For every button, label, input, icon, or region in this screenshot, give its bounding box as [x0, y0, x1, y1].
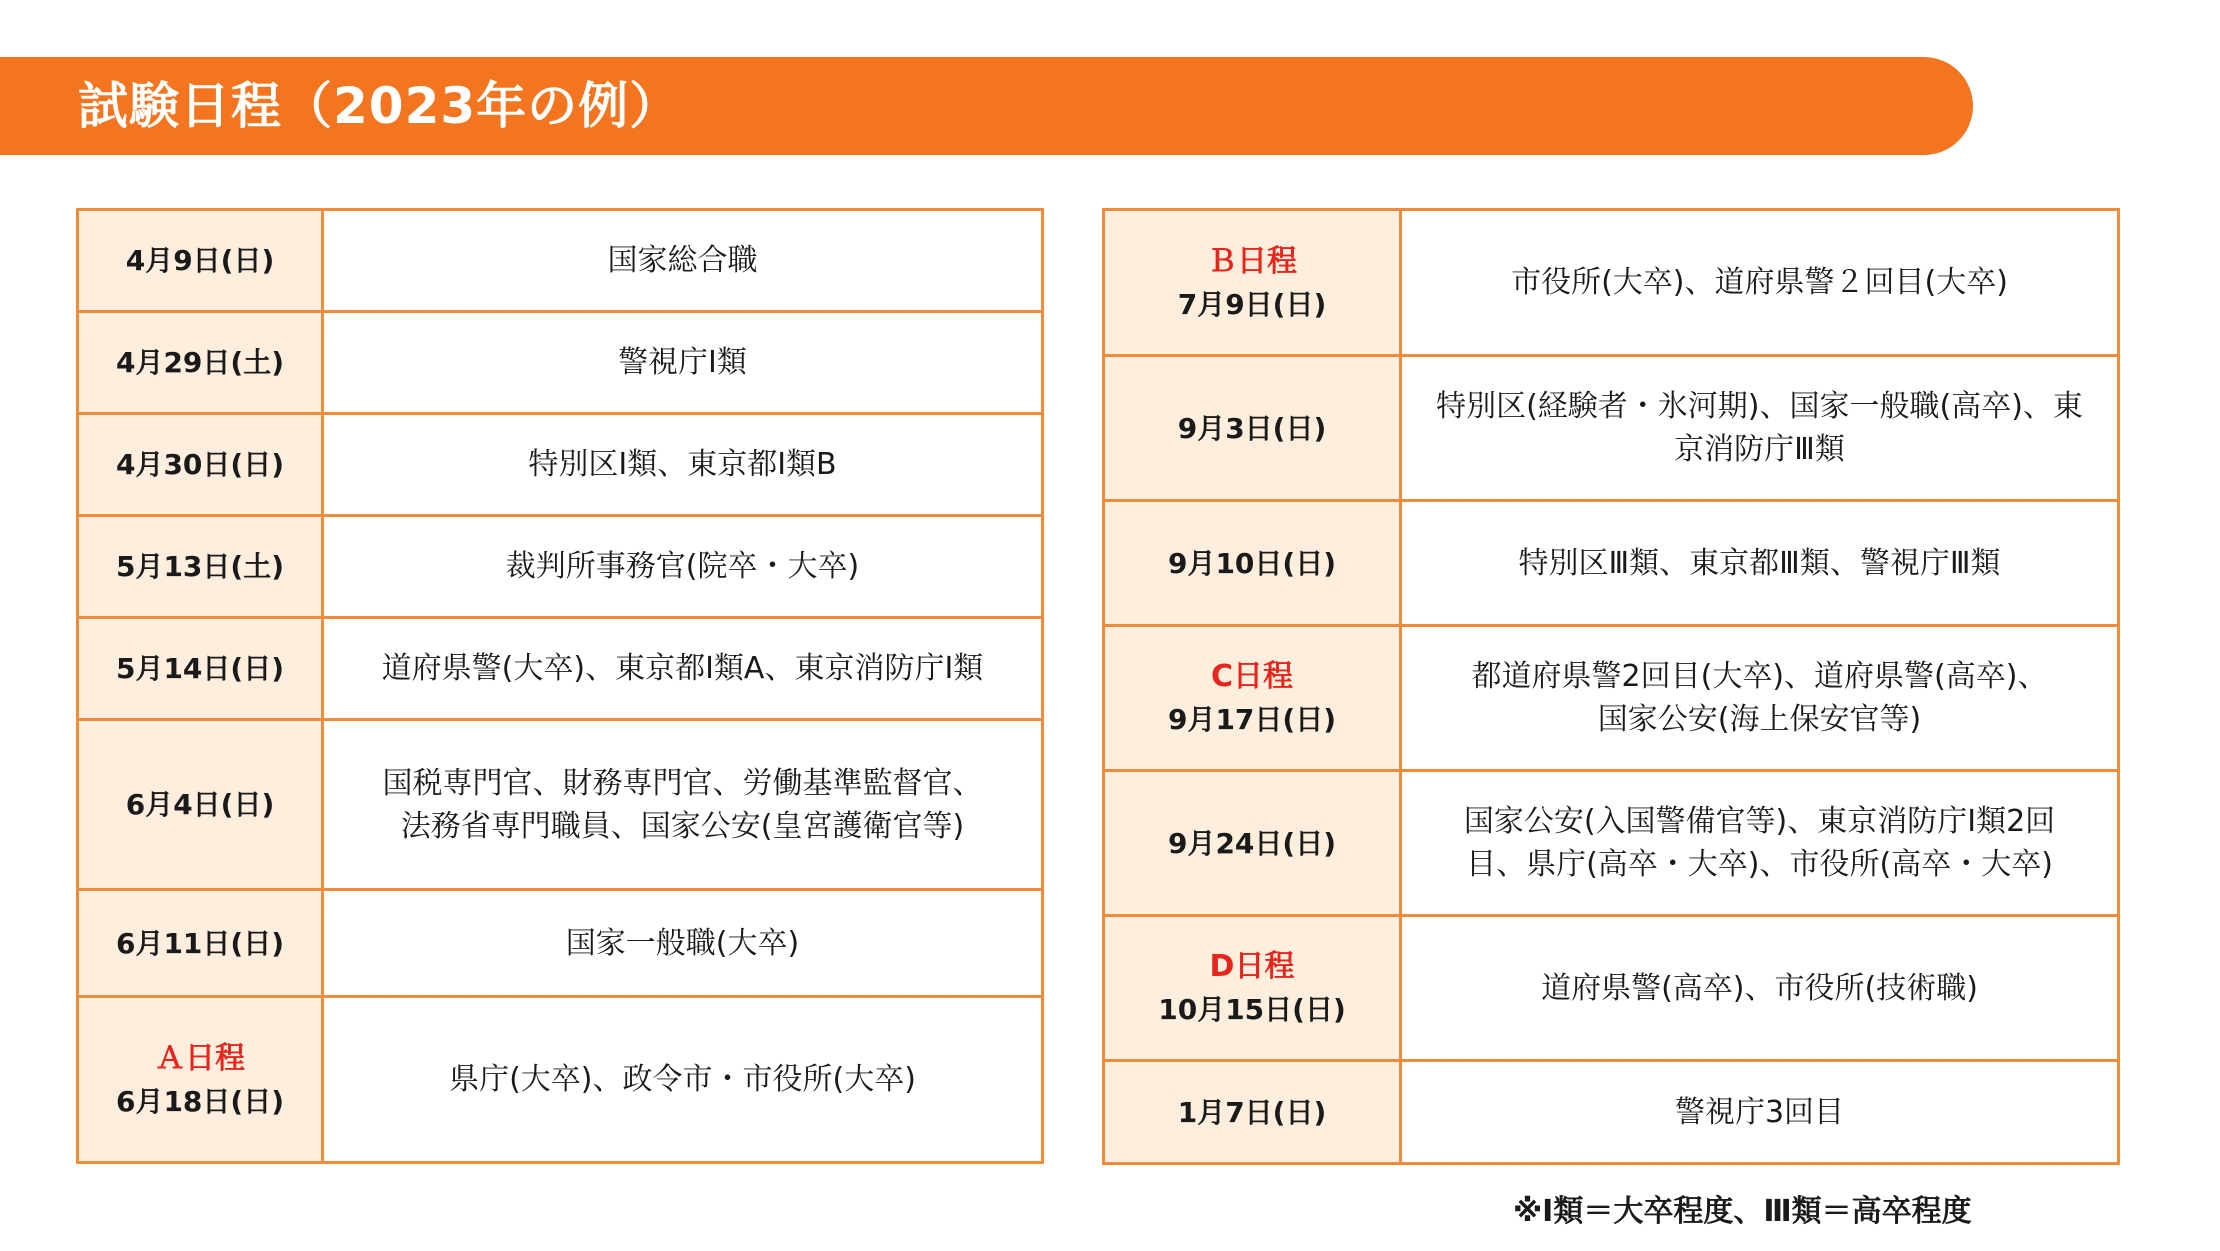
table-row	[78, 618, 1043, 720]
footnote: ※Ⅰ類＝大卒程度、Ⅲ類＝高卒程度	[1513, 1194, 1972, 1229]
date-cell: 9月24日(日)	[1104, 771, 1401, 916]
schedule-tag: Ａ日程	[155, 1040, 245, 1076]
title-banner	[0, 57, 1973, 155]
table-row	[1104, 771, 2119, 916]
schedule-table-right	[1102, 208, 2120, 1165]
table-row	[1104, 626, 2119, 771]
date-cell: 6月4日(日)	[78, 720, 323, 890]
table-row	[78, 720, 1043, 890]
exam-cell: 国家総合職	[323, 210, 1043, 312]
date-cell: 4月30日(日)	[78, 414, 323, 516]
exam-cell: 道府県警(高卒)、市役所(技術職)	[1401, 916, 2119, 1061]
exam-cell: 警視庁3回目	[1401, 1061, 2119, 1164]
exam-cell: 県庁(大卒)、政令市・市役所(大卒)	[323, 997, 1043, 1163]
exam-cell: 道府県警(大卒)、東京都Ⅰ類A、東京消防庁Ⅰ類	[323, 618, 1043, 720]
exam-cell: 特別区(経験者・氷河期)、国家一般職(高卒)、東 京消防庁Ⅲ類	[1401, 356, 2119, 501]
exam-cell: 特別区Ⅰ類、東京都Ⅰ類B	[323, 414, 1043, 516]
exam-cell: 市役所(大卒)、道府県警２回目(大卒)	[1401, 210, 2119, 356]
date-cell: 9月3日(日)	[1104, 356, 1401, 501]
table-row	[78, 890, 1043, 997]
exam-cell: 都道府県警2回目(大卒)、道府県警(高卒)、 国家公安(海上保安官等)	[1401, 626, 2119, 771]
date-cell: 1月7日(日)	[1104, 1061, 1401, 1164]
exam-cell: 国家一般職(大卒)	[323, 890, 1043, 997]
exam-cell: 警視庁Ⅰ類	[323, 312, 1043, 414]
date-cell: 5月13日(土)	[78, 516, 323, 618]
exam-cell: 国税専門官、財務専門官、労働基準監督官、 法務省専門職員、国家公安(皇宮護衛官等)	[323, 720, 1043, 890]
table-row	[78, 516, 1043, 618]
table-row	[1104, 210, 2119, 356]
table-row	[78, 312, 1043, 414]
table-row	[78, 414, 1043, 516]
schedule-table-left	[76, 208, 1044, 1164]
date-cell: D日程 10月15日(日)	[1104, 916, 1401, 1061]
exam-cell: 裁判所事務官(院卒・大卒)	[323, 516, 1043, 618]
schedule-tag: C日程	[1210, 659, 1294, 694]
date-cell: Ａ日程 6月18日(日)	[78, 997, 323, 1163]
date-cell: 5月14日(日)	[78, 618, 323, 720]
table-row	[1104, 501, 2119, 626]
schedule-tag: D日程	[1209, 949, 1295, 984]
page-title: 試験日程（2023年の例）	[78, 77, 681, 135]
table-row	[78, 210, 1043, 312]
date-cell: 6月11日(日)	[78, 890, 323, 997]
date-cell: 9月10日(日)	[1104, 501, 1401, 626]
date-cell: C日程 9月17日(日)	[1104, 626, 1401, 771]
table-row	[1104, 356, 2119, 501]
date-cell: 4月9日(日)	[78, 210, 323, 312]
date-cell: Ｂ日程 7月9日(日)	[1104, 210, 1401, 356]
schedule-tag: Ｂ日程	[1207, 243, 1297, 279]
table-row	[1104, 1061, 2119, 1164]
table-row	[78, 997, 1043, 1163]
exam-cell: 国家公安(入国警備官等)、東京消防庁Ⅰ類2回 目、県庁(高卒・大卒)、市役所(高卒・大卒)	[1401, 771, 2119, 916]
date-cell: 4月29日(土)	[78, 312, 323, 414]
table-row	[1104, 916, 2119, 1061]
exam-cell: 特別区Ⅲ類、東京都Ⅲ類、警視庁Ⅲ類	[1401, 501, 2119, 626]
